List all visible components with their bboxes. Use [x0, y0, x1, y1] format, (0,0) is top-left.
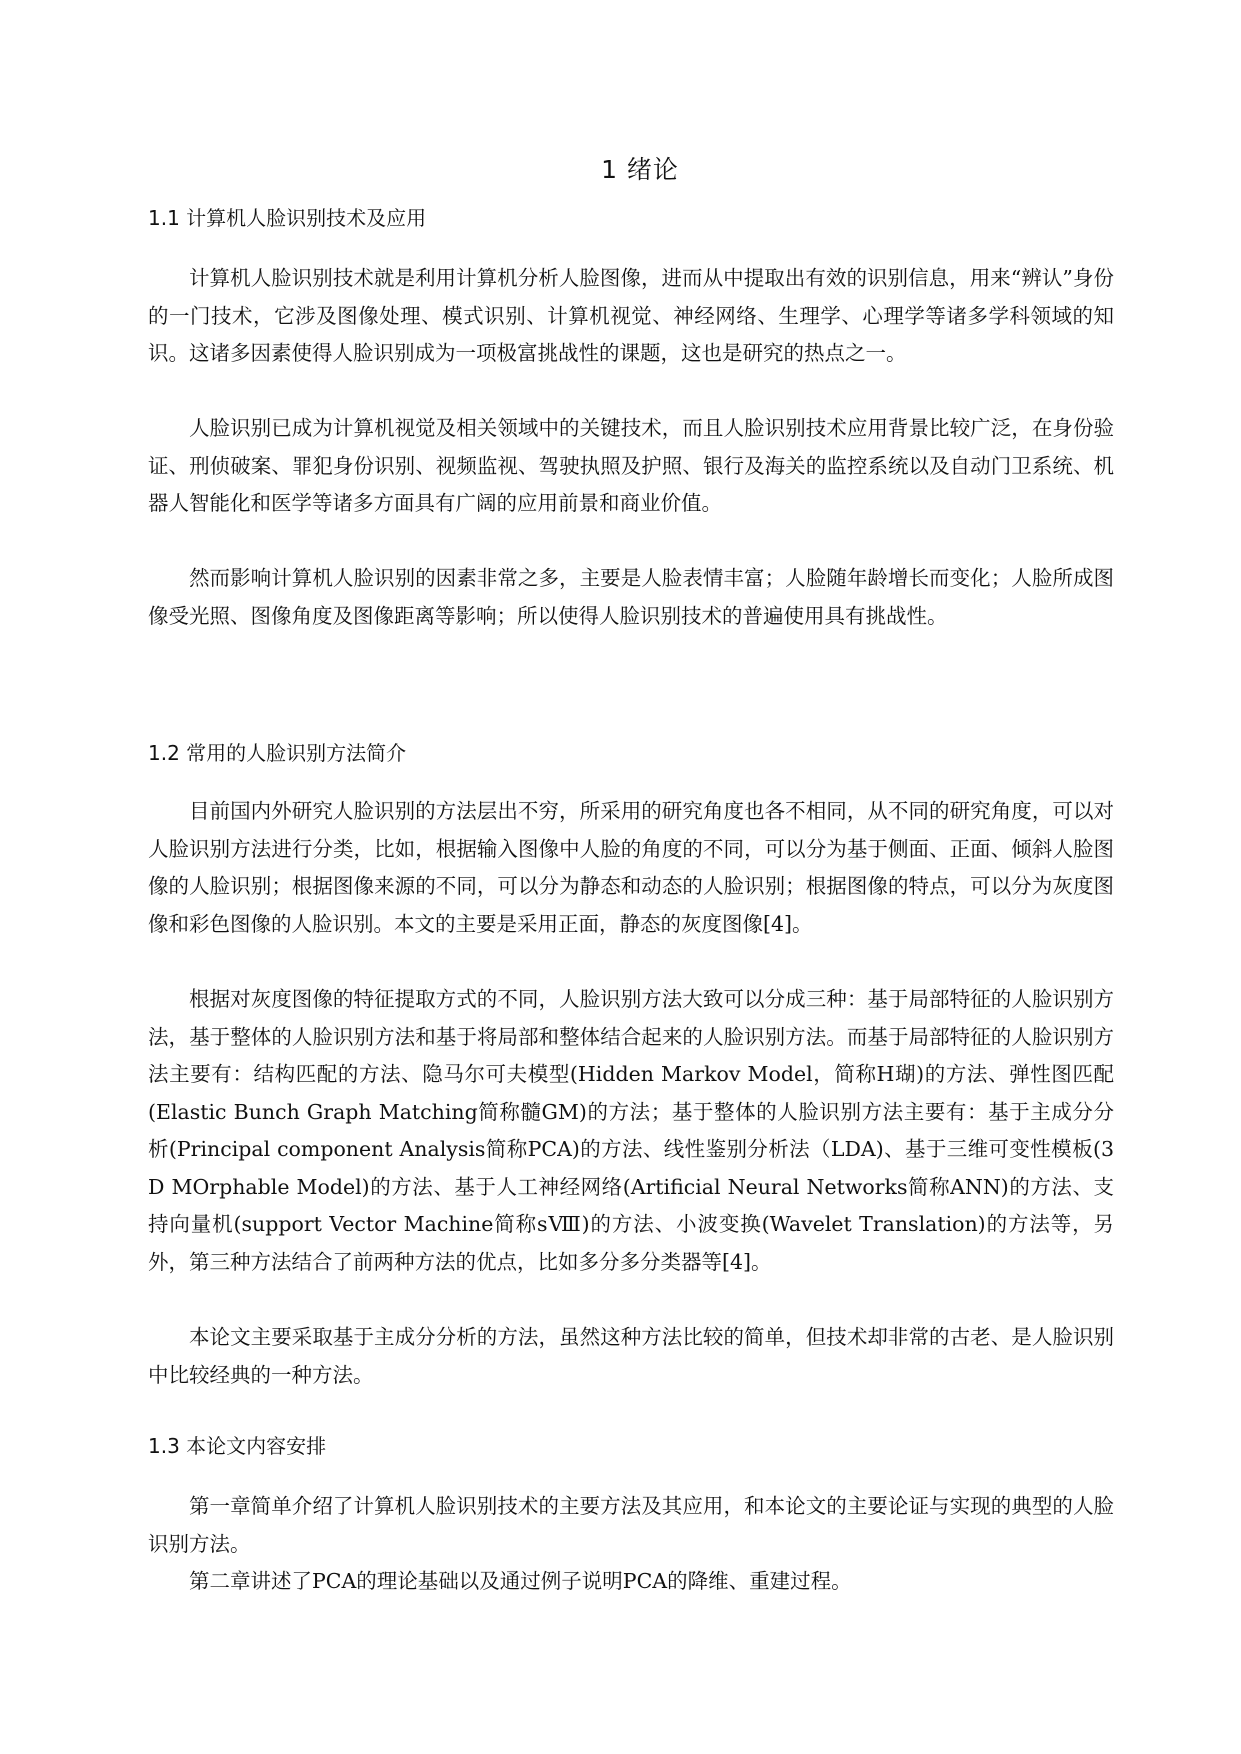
- paragraph-1-2-b: 根据对灰度图像的特征提取方式的不同，人脸识别方法大致可以分成三种：基于局部特征的人脸识别方法，基于整体的人脸识别方法和基于将局部和整体结合起来的人脸识别方法。而基于局部特征的人脸识别方法主要有：结构匹配的方法、隐马尔可夫模型(Hidden Markov Model，简称H瑚)的方法、弹性图匹配(Elastic Bunch Graph Matching简称髓GM)的方法；基于整体的人脸识别方法主要有：基于主成分分析(Principal component Analysis简称PCA)的方法、线性鉴别分析法（LDA)、基于三维可变性模板(3D MOrphable Model)的方法、基于人工神经网络(Artificial Neural Networks简称ANN)的方法、支持向量机(support Vector Machine简称sⅧ)的方法、小波变换(Wavelet Translation)的方法等，另外，第三种方法结合了前两种方法的优点，比如多分多分类器等[4]。: [148, 987, 1114, 1274]
- section-heading-1-1: 1.1 计算机人脸识别技术及应用: [148, 206, 427, 230]
- paragraph-1-2-a: 目前国内外研究人脸识别的方法层出不穷，所采用的研究角度也各不相同，从不同的研究角度，可以对人脸识别方法进行分类，比如，根据输入图像中人脸的角度的不同，可以分为基于侧面、正面、倾斜人脸图像的人脸识别；根据图像来源的不同，可以分为静态和动态的人脸识别；根据图像的特点，可以分为灰度图像和彩色图像的人脸识别。本文的主要是采用正面，静态的灰度图像[4]。: [148, 799, 1114, 936]
- section-heading-1-2: 1.2 常用的人脸识别方法简介: [148, 741, 407, 765]
- section-heading-1-3: 1.3 本论文内容安排: [148, 1434, 327, 1458]
- paragraph-1-2-c: 本论文主要采取基于主成分分析的方法，虽然这种方法比较的简单，但技术却非常的古老、是人脸识别中比较经典的一种方法。: [148, 1325, 1114, 1387]
- paragraph-1-1-c: 然而影响计算机人脸识别的因素非常之多，主要是人脸表情丰富；人脸随年龄增长而变化；人脸所成图像受光照、图像角度及图像距离等影响；所以使得人脸识别技术的普遍使用具有挑战性。: [148, 566, 1114, 628]
- chapter-title: 1 绪论: [601, 155, 679, 184]
- paragraph-1-3-a: 第一章简单介绍了计算机人脸识别技术的主要方法及其应用，和本论文的主要论证与实现的典型的人脸识别方法。: [148, 1494, 1114, 1556]
- paragraph-1-3-b: 第二章讲述了PCA的理论基础以及通过例子说明PCA的降维、重建过程。: [189, 1569, 852, 1593]
- paragraph-1-1-b: 人脸识别已成为计算机视觉及相关领域中的关键技术，而且人脸识别技术应用背景比较广泛，在身份验证、刑侦破案、罪犯身份识别、视频监视、驾驶执照及护照、银行及海关的监控系统以及自动门卫系统、机器人智能化和医学等诸多方面具有广阔的应用前景和商业价值。: [148, 416, 1114, 515]
- paragraph-1-1-a: 计算机人脸识别技术就是利用计算机分析人脸图像，进而从中提取出有效的识别信息，用来“辨认”身份的一门技术，它涉及图像处理、模式识别、计算机视觉、神经网络、生理学、心理学等诸多学科领域的知识。这诸多因素使得人脸识别成为一项极富挑战性的课题，这也是研究的热点之一。: [148, 266, 1114, 365]
